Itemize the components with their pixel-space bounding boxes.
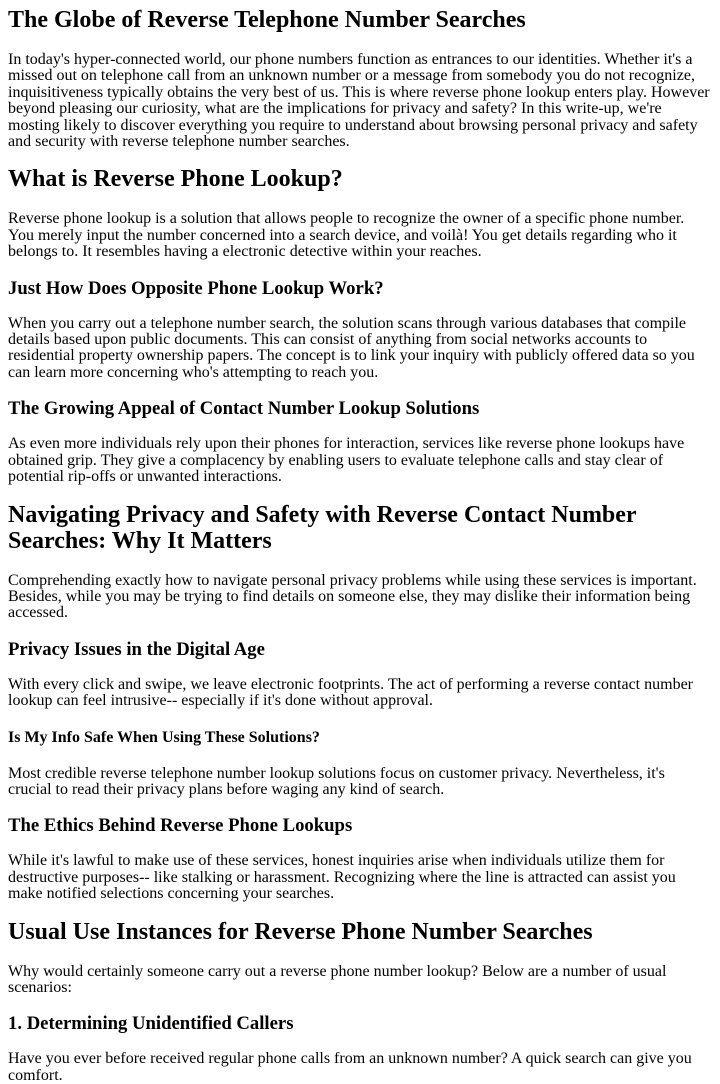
subsection-heading: Privacy Issues in the Digital Age	[8, 638, 265, 660]
section-paragraph: Most credible reverse telephone number lookup solutions focus on customer privacy. Nevertheless, it's crucial to read their privacy plans before waging any kind of search.	[8, 764, 665, 798]
section-paragraph: While it's lawful to make use of these services, honest inquiries arise when individuals utilize them for destructive purposes-- like stalking or harassment. Recognizing where the line is attracted can assist you make notified selections concerning your searches.	[8, 852, 676, 903]
section-paragraph: Comprehending exactly how to navigate personal privacy problems while using these services is important. Besides, while you may be trying to find details on someone else, they may dislike their information being accessed.	[8, 571, 697, 622]
section-paragraph: When you carry out a telephone number search, the solution scans through various databases that compile details based upon public documents. This can consist of anything from social networks accounts to residential property ownership papers. The concept is to link your inquiry with publicly offered data so you can learn more concerning who's attempting to reach you.	[8, 314, 695, 381]
section-heading: Navigating Privacy and Safety with Reverse Contact Number Searches: Why It Matters	[8, 501, 637, 554]
subsection-heading: Just How Does Opposite Phone Lookup Work?	[8, 277, 384, 299]
section-heading: What is Reverse Phone Lookup?	[8, 166, 343, 193]
section-paragraph: Have you ever before received regular phone calls from an unknown number? A quick search can give you comfort.	[8, 1050, 692, 1084]
section-heading: Usual Use Instances for Reverse Phone Number Searches	[8, 918, 593, 945]
subsection-heading: The Growing Appeal of Contact Number Lookup Solutions	[8, 398, 480, 420]
article	[0, 7, 720, 1084]
subsection-heading: 1. Determining Unidentified Callers	[8, 1013, 294, 1035]
article-title: The Globe of Reverse Telephone Number Searches	[8, 7, 526, 33]
section-paragraph: With every click and swipe, we leave electronic footprints. The act of performing a reverse contact number lookup can feel intrusive-- especially if it's done without approval.	[8, 675, 693, 710]
minor-heading: Is My Info Safe When Using These Solutions?	[8, 728, 320, 746]
subsection-heading: The Ethics Behind Reverse Phone Lookups	[8, 815, 353, 837]
intro-paragraph: In today's hyper-connected world, our phone numbers function as entrances to our identities. Whether it's a missed out on telephone call from an unknown number or a message from somebody you do not recognize, inquisitiveness typically obtains the very best of us. This is where reverse phone lookup enters play. However beyond pleasing our curiosity, what are the implications for privacy and safety? In this write-up, we're mosting likely to discover everything you require to understand about browsing personal privacy and safety and security with reverse telephone number searches.	[8, 51, 710, 151]
section-paragraph: As even more individuals rely upon their phones for interaction, services like reverse phone lookups have obtained grip. They give a complacency by enabling users to evaluate telephone calls and stay clear of potential rip-offs or unwanted interactions.	[8, 435, 685, 486]
section-paragraph: Reverse phone lookup is a solution that allows people to recognize the owner of a specific phone number. You merely input the number concerned into a search device, and voilà! You get details regarding who it belongs to. It resembles having a electronic detective within your reaches.	[8, 210, 685, 261]
section-paragraph: Why would certainly someone carry out a reverse phone number lookup? Below are a number of usual scenarios:	[8, 962, 667, 996]
